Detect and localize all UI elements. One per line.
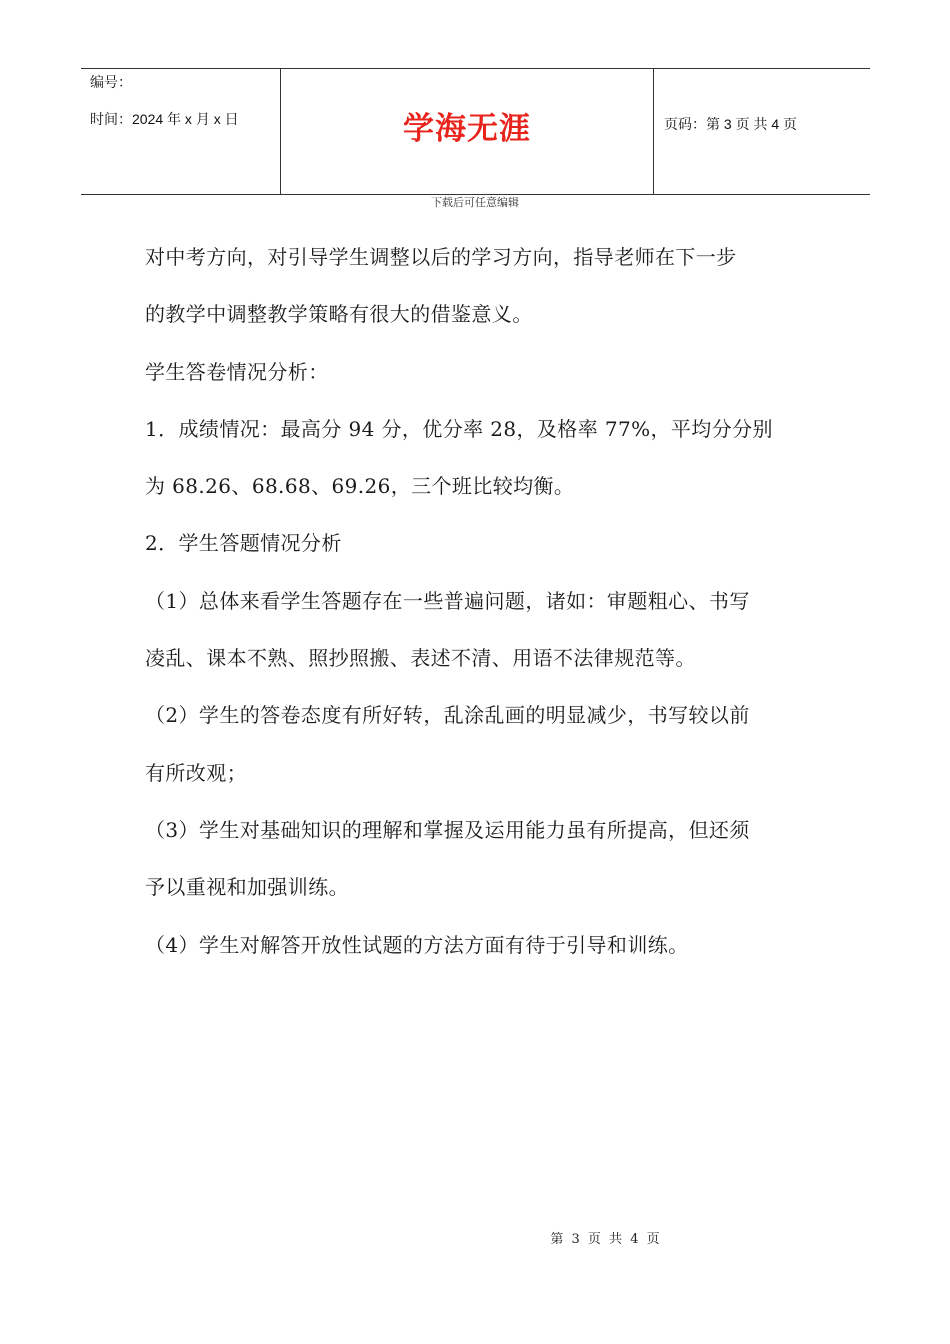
body-line: （2）学生的答卷态度有所好转，乱涂乱画的明显减少，书写较以前 xyxy=(145,703,750,728)
header-table xyxy=(81,68,870,195)
body-line: 1．成绩情况：最高分 94 分，优分率 28，及格率 77%，平均分分别 xyxy=(145,416,773,441)
body-line: 为 68.26、68.68、69.26，三个班比较均衡。 xyxy=(145,474,575,499)
brand-title: 学海无涯 xyxy=(403,111,531,147)
body-line: 予以重视和加强训练。 xyxy=(145,875,349,900)
header-brand-cell xyxy=(281,69,654,194)
document-body xyxy=(145,237,815,982)
section-heading: 学生答卷情况分析： xyxy=(145,359,329,384)
header-page-cell xyxy=(654,69,870,194)
page-footer: 第 3 页 共 4 页 xyxy=(550,1232,660,1247)
document-code-label: 编号： xyxy=(90,74,132,90)
body-line: 的教学中调整教学策略有很大的借鉴意义。 xyxy=(145,302,533,327)
header-info-cell xyxy=(81,69,281,194)
body-line: （1）总体来看学生答题存在一些普遍问题，诸如：审题粗心、书写 xyxy=(145,588,750,613)
body-line: 有所改观； xyxy=(145,760,247,785)
header-page-number: 页码：第 3 页 共 4 页 xyxy=(664,116,798,132)
body-line: （4）学生对解答开放性试题的方法方面有待于引导和训练。 xyxy=(145,932,689,957)
body-line: 对中考方向，对引导学生调整以后的学习方向，指导老师在下一步 xyxy=(145,245,737,269)
section-heading: 2．学生答题情况分析 xyxy=(145,531,342,556)
editable-note: 下载后可任意编辑 xyxy=(431,196,519,209)
body-line: （3）学生对基础知识的理解和掌握及运用能力虽有所提高，但还须 xyxy=(145,817,750,842)
body-line: 凌乱、课本不熟、照抄照搬、表述不清、用语不法律规范等。 xyxy=(145,646,696,671)
document-date-label: 时间：2024 年 x 月 x 日 xyxy=(90,111,239,127)
